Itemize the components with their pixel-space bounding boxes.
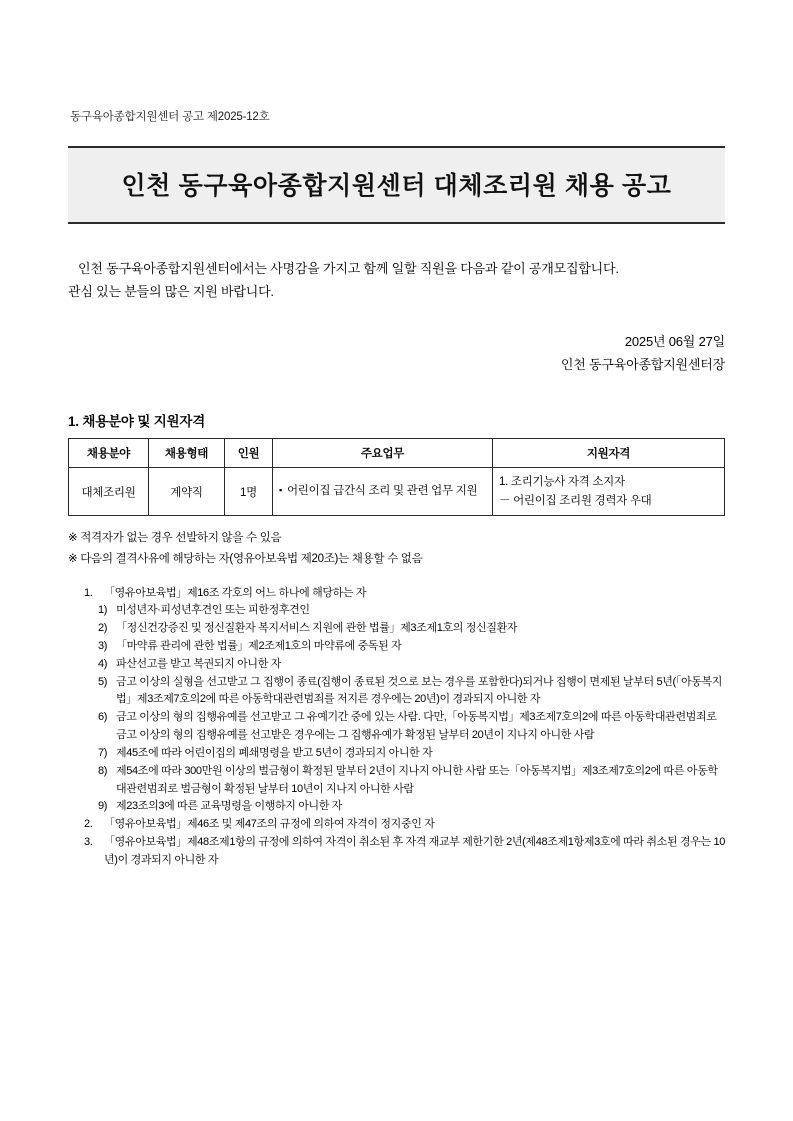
clause-item (76, 763, 725, 799)
section-1-title: 1. 채용분야 및 지원자격 (68, 414, 206, 430)
cell-duty-text: 어린이집 급간식 조리 및 관련 업무 지원 (287, 485, 478, 498)
clause-item (76, 674, 725, 710)
clause-text: 「정신건강증진 및 정신질환자 복지서비스 지원에 관한 법률」제3조제1호의 정신질환자 (116, 622, 518, 635)
clause-text: 「영유아보육법」제16조 각호의 어느 하나에 해당하는 자 (104, 586, 367, 599)
intro-line-1: 인천 동구육아종합지원센터에서는 사명감을 가지고 함께 일할 직원을 다음과 같이 공개모집합니다. (78, 261, 619, 276)
table-row (69, 468, 725, 516)
clause-number: 3. (84, 835, 93, 848)
clause-text: 금고 이상의 형의 집행유예를 선고받고 그 유예기간 중에 있는 사람. 다만,「아동복지법」제3조제7호의2에 따른 아동학대관련범죄로 금고 이상의 형의 집행유예를 선고받은 경우에는 그 집행유예가 확정된 날부터 20년이 지나지 아니한 사람 (116, 711, 717, 742)
clause-text: 제45조에 따라 어린이집의 폐쇄명령을 받고 5년이 경과되지 아니한 자 (116, 746, 433, 759)
clause-text: 제54조에 따라 300만원 이상의 벌금형이 확정된 말부터 2년이 지나지 아니한 사람 또는「아동복지법」제3조제7호의2에 따른 아동학대관련범죄로 벌금형이 확정된 날부터 10년이 지나지 아니한 사람 (116, 764, 718, 795)
clause-text: 금고 이상의 실형을 선고받고 그 집행이 종료(집행이 종료된 것으로 보는 경우를 포함한다)되거나 집행이 면제된 날부터 5년(「아동복지법」제3조제7호의2에 따른 아동학대관련범죄를 저지른 경우에는 20년)이 경과되지 아니한 자 (116, 675, 723, 706)
signature-block (68, 330, 725, 377)
clause-text: 「영유아보육법」제48조제1항의 규정에 의하여 자격이 취소된 후 자격 재교부 제한기한 2년(제48조제1항제3호에 따라 취소된 경우는 10년)이 경과되지 아니한 자 (104, 835, 725, 866)
clause-number: 1. (84, 586, 93, 599)
clause-number: 8) (98, 764, 108, 777)
table-header-row (69, 439, 725, 468)
clause-number: 9) (98, 800, 108, 813)
recruitment-table (68, 438, 725, 516)
column-header-count: 인원 (225, 439, 273, 468)
cell-count: 1명 (225, 468, 273, 516)
clause-text: 제23조의3에 따른 교육명령을 이행하지 아니한 자 (116, 800, 343, 813)
cell-qualification (493, 468, 725, 516)
column-header-field: 채용분야 (69, 439, 149, 468)
clause-number: 2) (98, 622, 108, 635)
issue-date: 2025년 06월 27일 (624, 333, 725, 349)
clause-number: 7) (98, 746, 108, 759)
clause-item (76, 798, 725, 816)
qualification-line-1: 1. 조리기능사 자격 소지자 (499, 476, 625, 489)
clause-item (76, 585, 725, 603)
intro-line-2: 관심 있는 분들의 많은 지원 바랍니다. (68, 283, 274, 299)
clause-number: 5) (98, 675, 108, 688)
clause-item (76, 709, 725, 745)
clause-item (76, 602, 725, 620)
page-title: 인천 동구육아종합지원센터 대체조리원 채용 공고 (121, 172, 672, 200)
clause-item (76, 816, 725, 834)
clause-text: 「마약류 관리에 관한 법률」제2조제1호의 마약류에 중독된 자 (116, 640, 402, 653)
notes-block (68, 528, 725, 571)
intro-paragraph (68, 258, 725, 304)
column-header-duty: 주요업무 (273, 439, 493, 468)
clause-item (76, 638, 725, 656)
disqualification-clause-list (68, 585, 725, 870)
cell-type: 계약직 (149, 468, 225, 516)
square-bullet-icon: ▪ (279, 485, 282, 496)
clause-text: 미성년자·피성년후견인 또는 피한정후견인 (116, 604, 310, 617)
issuer-name: 인천 동구육아종합지원센터장 (560, 356, 725, 372)
clause-number: 3) (98, 640, 108, 653)
cell-duty (273, 468, 493, 516)
column-header-type: 채용형태 (149, 439, 225, 468)
clause-item (76, 745, 725, 763)
column-header-qualification: 지원자격 (493, 439, 725, 468)
clause-item (76, 620, 725, 638)
title-band (68, 146, 725, 224)
clause-item (76, 656, 725, 674)
clause-number: 4) (98, 657, 108, 670)
clause-number: 1) (98, 604, 108, 617)
clause-number: 2. (84, 818, 93, 831)
clause-text: 파산선고를 받고 복권되지 아니한 자 (116, 657, 281, 670)
clause-item (76, 834, 725, 870)
clause-text: 「영유아보육법」제46조 및 제47조의 규정에 의하여 자격이 정지중인 자 (104, 818, 435, 831)
clause-number: 6) (98, 711, 108, 724)
note-item: ※ 다음의 결격사유에 해당하는 자(영유아보육법 제20조)는 채용할 수 없음 (68, 553, 423, 566)
cell-field: 대체조리원 (69, 468, 149, 516)
notice-number: 동구육아종합지원센터 공고 제2025-12호 (70, 111, 270, 123)
qualification-line-2: － 어린이집 조리원 경력자 우대 (499, 494, 652, 507)
note-item: ※ 적격자가 없는 경우 선발하지 않을 수 있음 (68, 532, 282, 545)
